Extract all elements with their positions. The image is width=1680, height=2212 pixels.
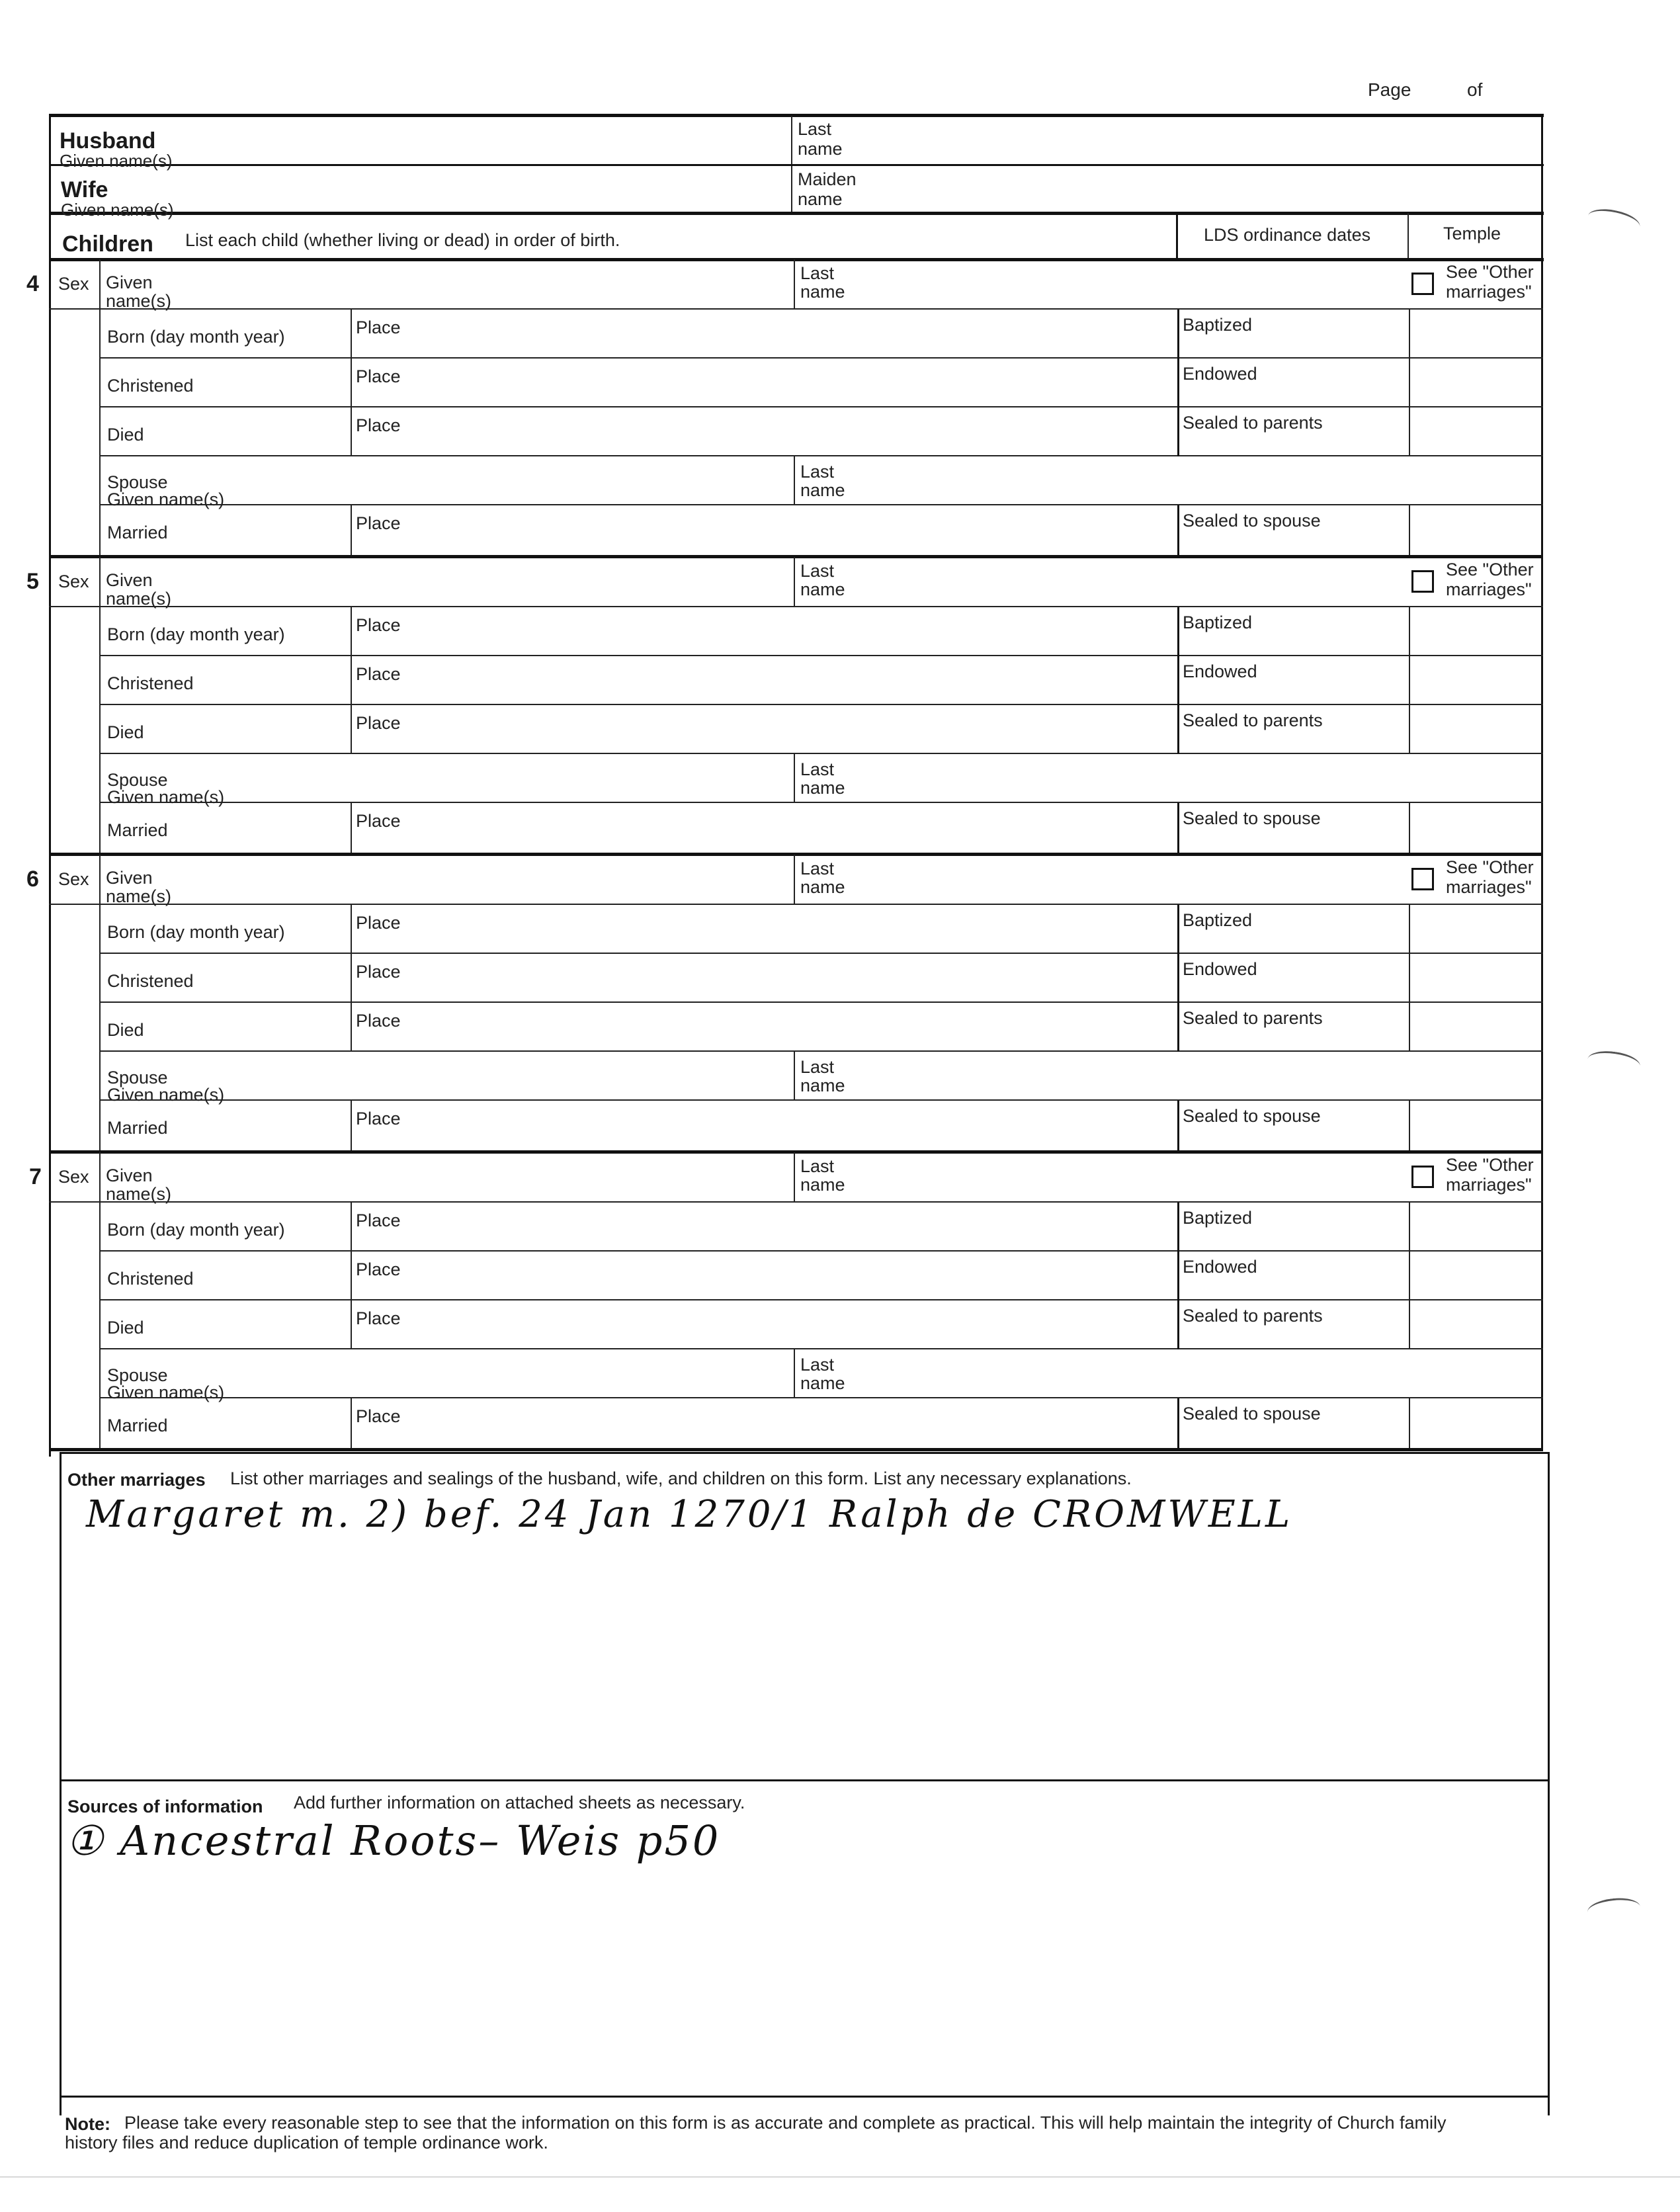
christened-date-field[interactable]	[102, 1254, 348, 1298]
christened-place-field[interactable]	[353, 361, 1175, 405]
married-label: Married	[107, 820, 168, 840]
born-label: Born (day month year)	[107, 624, 285, 644]
see-other-label: See "Other	[1446, 262, 1534, 282]
died-date-field[interactable]	[102, 1303, 348, 1347]
place-label: Place	[356, 415, 401, 435]
christened-date-field[interactable]	[102, 659, 348, 702]
child-given-field[interactable]	[102, 859, 791, 901]
husband-title: Husband	[60, 128, 156, 153]
binder-hole-mark	[1586, 1048, 1642, 1078]
last-label-2: name	[800, 282, 845, 302]
place-label: Place	[356, 664, 401, 684]
spouse-last-label: Last	[800, 462, 835, 482]
child-last-name-field[interactable]	[796, 1156, 1392, 1199]
child-number: 6	[26, 867, 39, 892]
born-place-field[interactable]	[353, 908, 1175, 951]
spouse-given-field[interactable]	[102, 757, 791, 800]
child-given-field[interactable]	[102, 1156, 791, 1199]
last-label-2: name	[800, 579, 845, 599]
born-place-field[interactable]	[353, 312, 1175, 356]
sealed_parents-date-field[interactable]	[1181, 1005, 1406, 1049]
see-other-marriages-checkbox[interactable]	[1411, 868, 1434, 890]
married-date-field[interactable]	[102, 1401, 348, 1446]
given-label-2: name(s)	[106, 886, 172, 906]
sealed-spouse-label: Sealed to spouse	[1183, 1106, 1321, 1126]
given-label: Given	[106, 273, 153, 292]
place-label: Place	[356, 318, 401, 337]
sex-field[interactable]	[53, 859, 97, 901]
other-marriages-instruction: List other marriages and sealings of the husband, wife, and children on this form. List any necessary explanations.	[230, 1468, 1132, 1488]
place-label: Place	[356, 366, 401, 386]
sealed_parents-date-field[interactable]	[1181, 708, 1406, 751]
endowed-label: Endowed	[1183, 1257, 1257, 1277]
married-label: Married	[107, 523, 168, 542]
spouse-last-name-field[interactable]	[796, 459, 1539, 503]
sealed_parents-temple-field[interactable]	[1411, 410, 1539, 454]
married-date-field[interactable]	[102, 1103, 348, 1148]
place-label: Place	[356, 913, 401, 933]
spouse-last-name-field[interactable]	[796, 1054, 1539, 1098]
wife-given-field[interactable]	[53, 167, 787, 210]
see-other-label-2: marriages"	[1446, 1175, 1532, 1195]
wife-maiden-name-field[interactable]	[794, 167, 1538, 210]
baptized-label: Baptized	[1183, 910, 1253, 930]
baptized-label: Baptized	[1183, 613, 1253, 632]
died-label: Died	[107, 1318, 144, 1338]
born-place-field[interactable]	[353, 610, 1175, 654]
christened-place-field[interactable]	[353, 1254, 1175, 1298]
sealed_parents-label: Sealed to parents	[1183, 1306, 1323, 1326]
endowed-date-field[interactable]	[1181, 361, 1406, 405]
spouse-label: Spouse	[107, 1068, 168, 1087]
see-other-label-2: marriages"	[1446, 877, 1532, 897]
sex-field[interactable]	[53, 1156, 97, 1199]
spouse-last-label-2: name	[800, 480, 845, 500]
sex-field[interactable]	[53, 263, 97, 306]
binder-hole-mark	[1585, 205, 1642, 237]
spouse-last-label-2: name	[800, 1373, 845, 1393]
place-label: Place	[356, 513, 401, 533]
died-label: Died	[107, 425, 144, 445]
spouse-label: Spouse	[107, 472, 168, 492]
endowed-temple-field[interactable]	[1411, 1254, 1539, 1298]
spouse-label-2: Given name(s)	[107, 787, 225, 807]
married-place-field[interactable]	[353, 1103, 1175, 1148]
endowed-date-field[interactable]	[1181, 659, 1406, 702]
see-other-label: See "Other	[1446, 857, 1534, 877]
child-number: 5	[26, 569, 39, 594]
died-place-field[interactable]	[353, 1303, 1175, 1347]
christened-date-field[interactable]	[102, 957, 348, 1000]
wife-maiden-label: Maiden	[798, 169, 857, 189]
married-place-field[interactable]	[353, 508, 1175, 553]
sources-title: Sources of information	[67, 1797, 263, 1816]
endowed-label: Endowed	[1183, 959, 1257, 979]
born-place-field[interactable]	[353, 1205, 1175, 1249]
sources-entry[interactable]: ① Ancestral Roots– Weis p50	[66, 1816, 721, 1865]
sealed-spouse-date-field[interactable]	[1181, 1103, 1406, 1148]
place-label: Place	[356, 1211, 401, 1230]
spouse-label: Spouse	[107, 1365, 168, 1385]
married-place-field[interactable]	[353, 1401, 1175, 1446]
see-other-marriages-checkbox[interactable]	[1411, 273, 1434, 295]
binder-hole-mark	[1586, 1896, 1641, 1923]
spouse-given-field[interactable]	[102, 459, 791, 503]
husband-last-label: Last	[798, 119, 832, 139]
see-other-marriages-checkbox[interactable]	[1411, 570, 1434, 593]
of-label: of	[1467, 79, 1483, 100]
sex-label: Sex	[58, 869, 89, 889]
spouse-last-label: Last	[800, 1355, 835, 1375]
child-given-field[interactable]	[102, 263, 791, 306]
sealed-spouse-temple-field[interactable]	[1411, 1401, 1539, 1446]
spouse-given-field[interactable]	[102, 1352, 791, 1396]
see-other-label: See "Other	[1446, 560, 1534, 579]
endowed-date-field[interactable]	[1181, 1254, 1406, 1298]
last-label-2: name	[800, 877, 845, 897]
baptized-temple-field[interactable]	[1411, 610, 1539, 654]
place-label: Place	[356, 1109, 401, 1128]
husband-given-field[interactable]	[53, 118, 787, 163]
child-number: 4	[26, 271, 39, 296]
endowed-temple-field[interactable]	[1411, 361, 1539, 405]
see-other-marriages-checkbox[interactable]	[1411, 1166, 1434, 1188]
last-label: Last	[800, 561, 835, 581]
spouse-label-2: Given name(s)	[107, 1382, 225, 1402]
sealed_parents-temple-field[interactable]	[1411, 708, 1539, 751]
married-place-field[interactable]	[353, 806, 1175, 851]
sealed_parents-temple-field[interactable]	[1411, 1303, 1539, 1347]
endowed-label: Endowed	[1183, 661, 1257, 681]
baptized-temple-field[interactable]	[1411, 312, 1539, 356]
note-line-1: Please take every reasonable step to see that the information on this form is as accurate and complete as practical. This will help maintain the integrity of Church family	[124, 2113, 1447, 2133]
born-label: Born (day month year)	[107, 922, 285, 942]
note-line-2: history files and reduce duplication of temple ordinance work.	[65, 2133, 548, 2152]
place-label: Place	[356, 1011, 401, 1031]
lds-ordinance-label: LDS ordinance dates	[1204, 225, 1371, 245]
endowed-date-field[interactable]	[1181, 957, 1406, 1000]
see-other-label-2: marriages"	[1446, 282, 1532, 302]
sealed-spouse-date-field[interactable]	[1181, 806, 1406, 851]
died-date-field[interactable]	[102, 1005, 348, 1049]
temple-label: Temple	[1443, 224, 1501, 243]
sealed_parents-label: Sealed to parents	[1183, 710, 1323, 730]
last-label: Last	[800, 859, 835, 878]
spouse-last-name-field[interactable]	[796, 757, 1539, 800]
married-date-field[interactable]	[102, 806, 348, 851]
place-label: Place	[356, 811, 401, 831]
place-label: Place	[356, 1406, 401, 1426]
given-label-2: name(s)	[106, 291, 172, 311]
last-label: Last	[800, 1156, 835, 1176]
children-instruction: List each child (whether living or dead) in order of birth.	[185, 230, 620, 250]
see-other-label-2: marriages"	[1446, 579, 1532, 599]
christened-label: Christened	[107, 1269, 194, 1289]
sealed-spouse-temple-field[interactable]	[1411, 806, 1539, 851]
child-number: 7	[29, 1164, 42, 1189]
spouse-last-label: Last	[800, 1057, 835, 1077]
baptized-date-field[interactable]	[1181, 610, 1406, 654]
spouse-last-label-2: name	[800, 778, 845, 798]
sex-field[interactable]	[53, 561, 97, 603]
sealed_parents-date-field[interactable]	[1181, 1303, 1406, 1347]
given-label: Given	[106, 1166, 153, 1185]
spouse-last-label-2: name	[800, 1076, 845, 1095]
died-place-field[interactable]	[353, 708, 1175, 751]
sealed_parents-temple-field[interactable]	[1411, 1005, 1539, 1049]
born-date-field[interactable]	[102, 908, 348, 951]
christened-date-field[interactable]	[102, 361, 348, 405]
sex-label: Sex	[58, 572, 89, 591]
wife-title: Wife	[61, 177, 108, 202]
sealed-spouse-date-field[interactable]	[1181, 508, 1406, 553]
christened-label: Christened	[107, 376, 194, 396]
note-title: Note:	[65, 2114, 110, 2134]
died-label: Died	[107, 1020, 144, 1040]
wife-maiden-label-2: name	[798, 189, 843, 209]
place-label: Place	[356, 1308, 401, 1328]
christened-place-field[interactable]	[353, 957, 1175, 1000]
endowed-temple-field[interactable]	[1411, 659, 1539, 702]
spouse-given-field[interactable]	[102, 1054, 791, 1098]
see-other-label: See "Other	[1446, 1155, 1534, 1175]
child-given-field[interactable]	[102, 561, 791, 603]
husband-given-label: Given name(s)	[60, 151, 173, 171]
spouse-label-2: Given name(s)	[107, 489, 225, 509]
died-place-field[interactable]	[353, 1005, 1175, 1049]
died-date-field[interactable]	[102, 708, 348, 751]
christened-place-field[interactable]	[353, 659, 1175, 702]
place-label: Place	[356, 1259, 401, 1279]
spouse-last-name-field[interactable]	[796, 1352, 1539, 1396]
other-marriages-title: Other marriages	[67, 1470, 206, 1490]
married-label: Married	[107, 1416, 168, 1435]
married-label: Married	[107, 1118, 168, 1138]
baptized-date-field[interactable]	[1181, 312, 1406, 356]
sealed-spouse-label: Sealed to spouse	[1183, 511, 1321, 531]
other-marriages-entry[interactable]: Margaret m. 2) bef. 24 Jan 1270/1 Ralph de CROMWELL	[86, 1493, 1293, 1536]
sex-label: Sex	[58, 1167, 89, 1187]
spouse-label-2: Given name(s)	[107, 1085, 225, 1105]
baptized-label: Baptized	[1183, 315, 1253, 335]
baptized-label: Baptized	[1183, 1208, 1253, 1228]
baptized-temple-field[interactable]	[1411, 908, 1539, 951]
page-label: Page	[1368, 79, 1411, 100]
died-date-field[interactable]	[102, 410, 348, 454]
last-label: Last	[800, 263, 835, 283]
sealed-spouse-label: Sealed to spouse	[1183, 1404, 1321, 1424]
given-label: Given	[106, 570, 153, 590]
place-label: Place	[356, 713, 401, 733]
given-label-2: name(s)	[106, 1184, 172, 1204]
sealed-spouse-date-field[interactable]	[1181, 1401, 1406, 1446]
christened-label: Christened	[107, 673, 194, 693]
sex-label: Sex	[58, 274, 89, 294]
born-date-field[interactable]	[102, 610, 348, 654]
sealed-spouse-temple-field[interactable]	[1411, 1103, 1539, 1148]
husband-last-label-2: name	[798, 139, 843, 159]
scan-edge	[0, 2176, 1680, 2178]
given-label-2: name(s)	[106, 589, 172, 609]
spouse-last-label: Last	[800, 759, 835, 779]
sealed-spouse-label: Sealed to spouse	[1183, 808, 1321, 828]
sealed_parents-label: Sealed to parents	[1183, 1008, 1323, 1028]
children-title: Children	[62, 232, 153, 257]
born-label: Born (day month year)	[107, 1220, 285, 1240]
baptized-temple-field[interactable]	[1411, 1205, 1539, 1249]
died-label: Died	[107, 722, 144, 742]
sealed_parents-date-field[interactable]	[1181, 410, 1406, 454]
baptized-date-field[interactable]	[1181, 908, 1406, 951]
child-last-name-field[interactable]	[796, 263, 1392, 306]
last-label-2: name	[800, 1175, 845, 1195]
sources-instruction: Add further information on attached sheets as necessary.	[294, 1793, 745, 1812]
child-last-name-field[interactable]	[796, 561, 1392, 603]
christened-label: Christened	[107, 971, 194, 991]
sealed-spouse-temple-field[interactable]	[1411, 508, 1539, 553]
endowed-temple-field[interactable]	[1411, 957, 1539, 1000]
spouse-label: Spouse	[107, 770, 168, 790]
born-date-field[interactable]	[102, 1205, 348, 1249]
born-date-field[interactable]	[102, 312, 348, 356]
endowed-label: Endowed	[1183, 364, 1257, 384]
child-last-name-field[interactable]	[796, 859, 1392, 901]
married-date-field[interactable]	[102, 508, 348, 553]
died-place-field[interactable]	[353, 410, 1175, 454]
wife-given-label: Given name(s)	[61, 200, 174, 220]
baptized-date-field[interactable]	[1181, 1205, 1406, 1249]
place-label: Place	[356, 962, 401, 982]
given-label: Given	[106, 868, 153, 888]
place-label: Place	[356, 615, 401, 635]
sealed_parents-label: Sealed to parents	[1183, 413, 1323, 433]
husband-last-name-field[interactable]	[794, 118, 1538, 163]
born-label: Born (day month year)	[107, 327, 285, 347]
